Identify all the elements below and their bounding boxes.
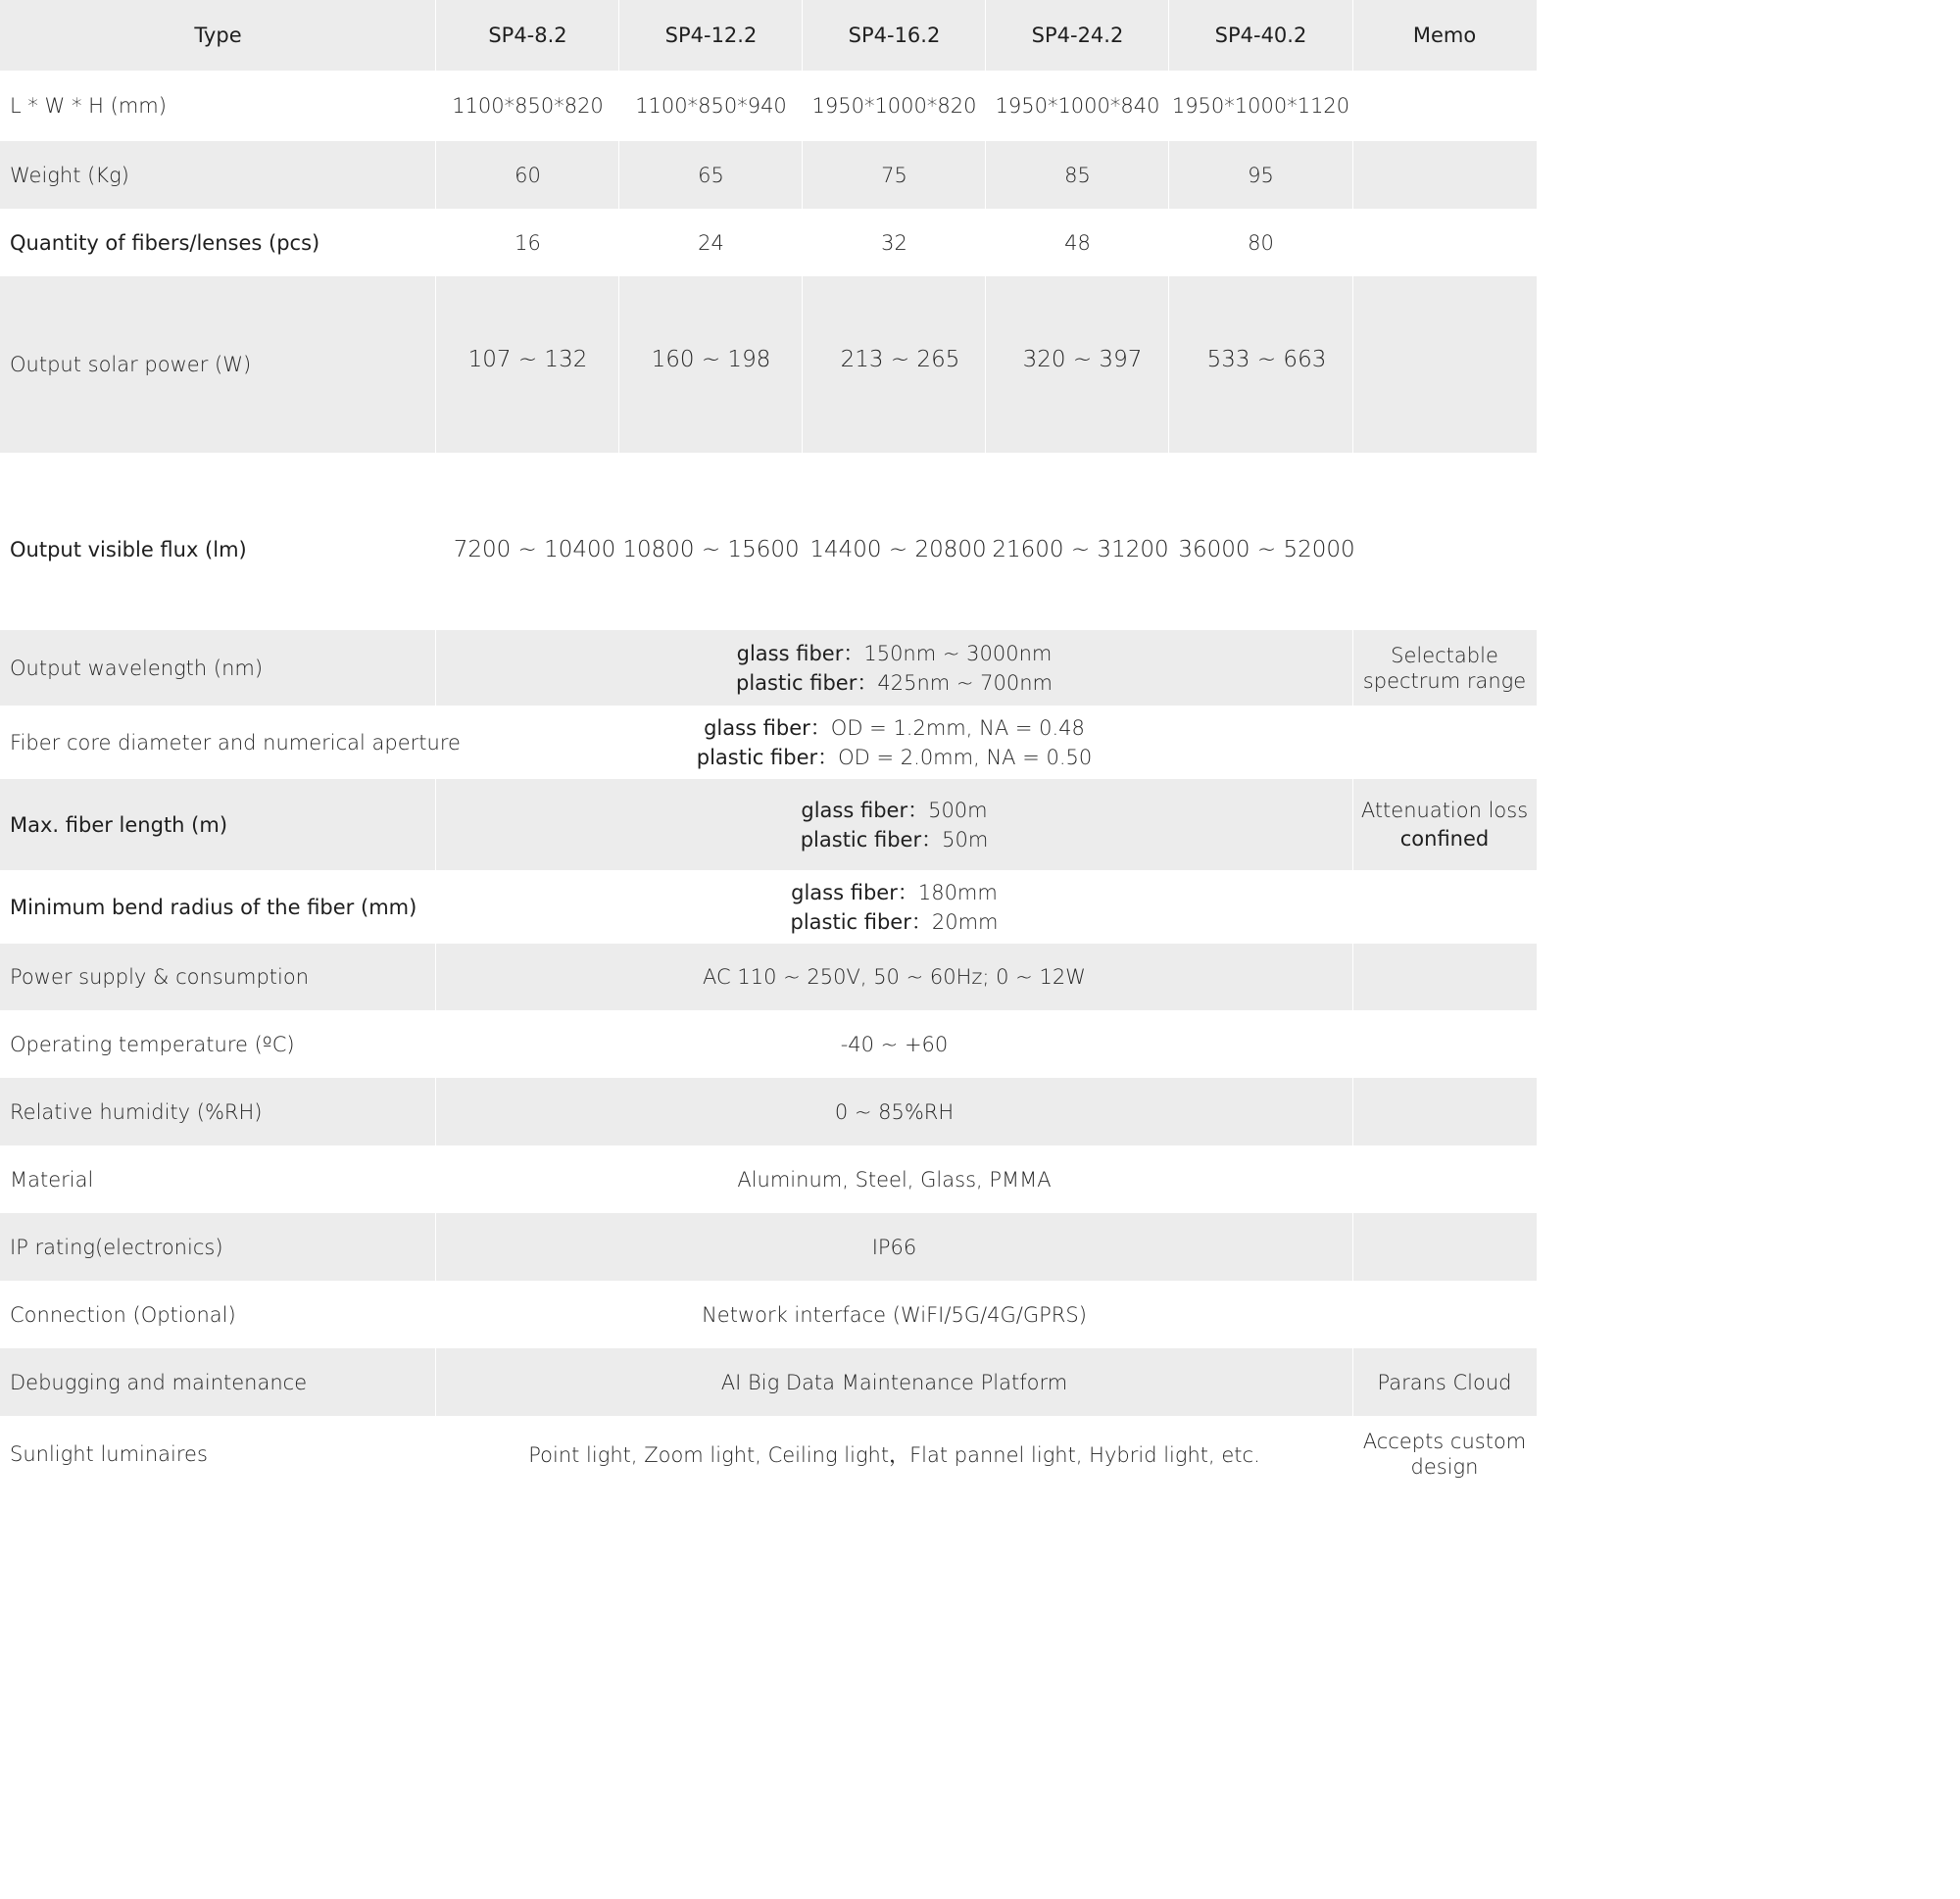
merged-value-cell — [436, 779, 1352, 870]
value-cell — [986, 276, 1169, 453]
memo-cell — [1352, 1348, 1537, 1416]
header-model-cell — [619, 0, 803, 71]
row-label-cell — [0, 779, 436, 870]
row-label: Minimum bend radius of the fiber (mm) — [10, 895, 417, 919]
value-text: 160 ~ 198 — [651, 347, 771, 372]
plastic-fiber-prefix: plastic fiber： — [790, 909, 932, 934]
row-max-length — [0, 779, 1537, 870]
value-text: 75 — [881, 163, 907, 187]
row-label: Material — [10, 1167, 94, 1192]
value-text: 36000 ~ 52000 — [1178, 536, 1355, 562]
value-cell — [803, 71, 986, 141]
row-label: Max. fiber length (m) — [10, 812, 228, 837]
row-luminaires — [0, 1416, 1537, 1491]
memo-cell — [1352, 779, 1537, 870]
row-label-cell — [0, 944, 436, 1010]
value-cell — [986, 141, 1169, 209]
memo-cell — [1352, 630, 1537, 706]
merged-value-cell — [436, 1416, 1352, 1491]
row-label-cell — [0, 1213, 436, 1281]
row-label: Relative humidity (%RH) — [10, 1099, 263, 1124]
row-label: Operating temperature (ºC) — [10, 1032, 295, 1056]
value-text: AC 110 ~ 250V, 50 ~ 60Hz; 0 ~ 12W — [703, 965, 1086, 989]
plastic-fiber-line — [790, 907, 998, 937]
row-label: Debugging and maintenance — [10, 1370, 308, 1394]
row-label-cell — [0, 141, 436, 209]
merged-value-cell — [436, 1281, 1352, 1348]
plastic-fiber-value: 50m — [942, 827, 989, 852]
row-label: Power supply & consumption — [10, 965, 310, 989]
row-ip-rating — [0, 1213, 1537, 1281]
plastic-fiber-line — [736, 668, 1053, 698]
value-text: 0 ~ 85%RH — [834, 1099, 955, 1124]
value-text: 1100*850*940 — [635, 94, 787, 118]
glass-fiber-value: 150nm ~ 3000nm — [863, 641, 1053, 665]
glass-fiber-prefix: glass fiber： — [801, 798, 929, 822]
header-row — [0, 0, 1537, 71]
header-memo-cell — [1352, 0, 1537, 71]
header-model: SP4-40.2 — [1214, 24, 1307, 47]
row-bend-radius — [0, 870, 1537, 944]
header-model-cell — [436, 0, 619, 71]
merged-value-cell — [436, 1145, 1352, 1213]
row-label-cell — [0, 706, 461, 779]
value-cell — [1169, 209, 1352, 276]
value-cell — [436, 141, 619, 209]
value-cell — [1169, 276, 1352, 453]
row-power-supply — [0, 944, 1537, 1010]
row-humidity — [0, 1078, 1537, 1145]
value-text: Point light, Zoom light, Ceiling light，Flat pannel light, Hybrid light, etc. — [528, 1442, 1260, 1467]
value-text: 95 — [1248, 163, 1274, 187]
row-label-cell — [0, 1416, 436, 1491]
row-visible-flux — [0, 453, 1537, 630]
header-model: SP4-24.2 — [1031, 24, 1124, 47]
value-text: 213 ~ 265 — [840, 347, 960, 372]
value-cell — [436, 71, 619, 141]
merged-value-cell — [436, 1213, 1352, 1281]
row-label: Output visible flux (lm) — [10, 537, 247, 561]
merged-value-cell — [436, 706, 1352, 779]
row-label: Output solar power (W) — [10, 353, 252, 376]
value-cell — [619, 141, 803, 209]
row-label-cell — [0, 630, 436, 706]
row-label: Fiber core diameter and numerical aperture — [10, 730, 461, 755]
glass-fiber-value: OD = 1.2mm, NA = 0.48 — [830, 715, 1085, 740]
value-text: 24 — [698, 230, 724, 255]
plastic-fiber-value: 425nm ~ 700nm — [877, 670, 1054, 695]
value-cell — [803, 453, 986, 630]
merged-value-cell — [436, 1078, 1352, 1145]
row-label-cell — [0, 1145, 436, 1213]
row-label-cell — [0, 453, 436, 630]
value-text: 1950*1000*840 — [995, 94, 1160, 118]
value-text: 10800 ~ 15600 — [622, 536, 800, 562]
value-cell — [1169, 141, 1352, 209]
row-label-cell — [0, 209, 436, 276]
glass-fiber-line — [801, 796, 987, 825]
glass-fiber-line — [791, 878, 998, 907]
value-cell — [619, 209, 803, 276]
header-model-cell — [986, 0, 1169, 71]
memo-text: Accepts custom design — [1362, 1429, 1527, 1479]
row-label-cell — [0, 276, 436, 453]
plastic-fiber-prefix: plastic fiber： — [735, 670, 878, 695]
value-cell — [1169, 453, 1355, 630]
memo-text: Selectable spectrum range — [1362, 643, 1527, 693]
value-text: 16 — [514, 230, 541, 255]
value-text: 1950*1000*1120 — [1171, 94, 1350, 118]
row-label-cell — [0, 1078, 436, 1145]
row-quantity — [0, 209, 1537, 276]
value-text: 533 ~ 663 — [1206, 347, 1327, 372]
row-core-diameter — [0, 706, 1537, 779]
value-cell — [436, 209, 619, 276]
glass-fiber-value: 180mm — [917, 880, 998, 904]
value-text: 65 — [698, 163, 724, 187]
header-model: SP4-12.2 — [664, 24, 758, 47]
row-label-cell — [0, 71, 436, 141]
row-label-cell — [0, 1281, 436, 1348]
row-weight — [0, 141, 1537, 209]
row-temperature — [0, 1010, 1537, 1078]
value-cell — [986, 71, 1169, 141]
header-model: SP4-8.2 — [488, 24, 567, 47]
value-cell — [436, 276, 619, 453]
value-text: Network interface (WiFI/5G/4G/GPRS) — [702, 1302, 1087, 1327]
header-model-cell — [803, 0, 986, 71]
value-text: 32 — [881, 230, 907, 255]
value-text: -40 ~ +60 — [840, 1032, 949, 1056]
row-label-cell — [0, 1348, 436, 1416]
row-label-cell — [0, 1010, 436, 1078]
memo-text-line1: Attenuation loss — [1360, 798, 1529, 822]
value-text: 320 ~ 397 — [1022, 347, 1143, 372]
plastic-fiber-line — [697, 743, 1092, 772]
plastic-fiber-line — [801, 825, 989, 854]
memo-text: Parans Cloud — [1377, 1370, 1512, 1394]
value-text: 48 — [1064, 230, 1091, 255]
row-label: IP rating(electronics) — [10, 1235, 223, 1259]
merged-value-cell — [436, 870, 1352, 944]
value-cell — [1169, 71, 1352, 141]
plastic-fiber-value: 20mm — [931, 909, 999, 934]
row-dimensions — [0, 71, 1537, 141]
row-label: Weight (Kg) — [10, 163, 129, 187]
row-connection — [0, 1281, 1537, 1348]
memo-cell — [1352, 1416, 1537, 1491]
value-text: IP66 — [871, 1235, 917, 1259]
value-text: 80 — [1248, 230, 1274, 255]
row-label: Output wavelength (nm) — [10, 656, 264, 680]
merged-value-cell — [436, 1010, 1352, 1078]
row-label: Quantity of fibers/lenses (pcs) — [10, 230, 320, 255]
value-cell — [803, 141, 986, 209]
value-cell — [619, 71, 803, 141]
row-solar-power — [0, 276, 1537, 453]
merged-value-cell — [436, 1348, 1352, 1416]
plastic-fiber-prefix: plastic fiber： — [800, 827, 943, 852]
row-label: Sunlight luminaires — [10, 1441, 208, 1466]
value-cell — [986, 209, 1169, 276]
value-text: 14400 ~ 20800 — [809, 536, 987, 562]
value-text: 60 — [514, 163, 541, 187]
row-wavelength — [0, 630, 1537, 706]
row-material — [0, 1145, 1537, 1213]
value-text: 85 — [1064, 163, 1091, 187]
header-model: SP4-16.2 — [848, 24, 941, 47]
glass-fiber-value: 500m — [928, 798, 988, 822]
value-text: 1950*1000*820 — [811, 94, 977, 118]
value-text: 7200 ~ 10400 — [453, 536, 616, 562]
value-cell — [619, 453, 803, 630]
header-type-cell — [0, 0, 436, 71]
value-text: AI Big Data Maintenance Platform — [720, 1370, 1068, 1394]
value-cell — [619, 276, 803, 453]
glass-fiber-line — [737, 639, 1053, 668]
value-cell — [436, 453, 619, 630]
glass-fiber-line — [704, 713, 1085, 743]
glass-fiber-prefix: glass fiber： — [736, 641, 864, 665]
header-type-label: Type — [194, 24, 242, 47]
value-text: Aluminum, Steel, Glass, PMMA — [737, 1167, 1052, 1192]
glass-fiber-prefix: glass fiber： — [704, 715, 831, 740]
plastic-fiber-value: OD = 2.0mm, NA = 0.50 — [838, 745, 1093, 769]
value-cell — [803, 276, 986, 453]
merged-value-cell — [436, 944, 1352, 1010]
value-text: 107 ~ 132 — [467, 347, 588, 372]
row-label: L * W * H (mm) — [10, 94, 167, 118]
row-label-cell — [0, 870, 436, 944]
plastic-fiber-prefix: plastic fiber： — [696, 745, 839, 769]
glass-fiber-prefix: glass fiber： — [791, 880, 918, 904]
merged-value-cell — [436, 630, 1352, 706]
value-text: 1100*850*820 — [452, 94, 604, 118]
header-model-cell — [1169, 0, 1352, 71]
header-memo-label: Memo — [1412, 24, 1477, 47]
row-debugging — [0, 1348, 1537, 1416]
memo-text-line2: confined — [1399, 826, 1490, 851]
value-cell — [986, 453, 1169, 630]
value-text: 21600 ~ 31200 — [992, 536, 1169, 562]
value-cell — [803, 209, 986, 276]
row-label: Connection (Optional) — [10, 1302, 236, 1327]
